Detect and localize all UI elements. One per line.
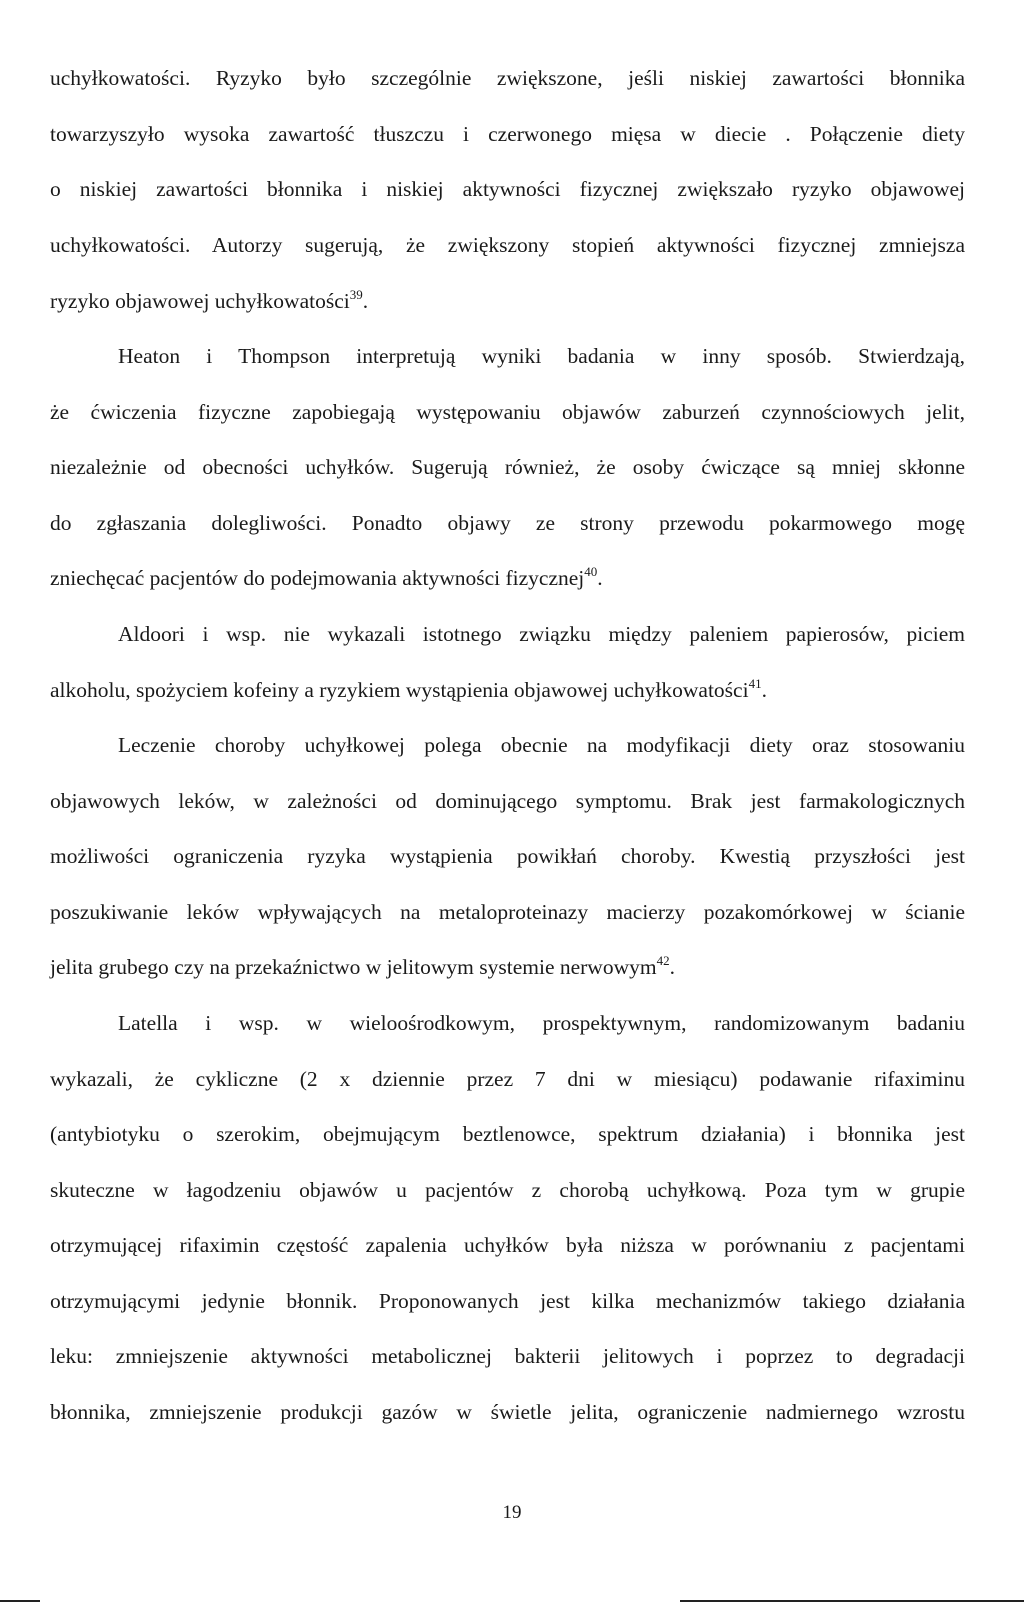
- text-line: poszukiwanie leków wpływających na metaloproteinazy macierzy pozakomórkowej w ścianie: [50, 900, 965, 924]
- line-end: .: [362, 289, 369, 313]
- text-line: towarzyszyło wysoka zawartość tłuszczu i czerwonego mięsa w diecie . Połączenie diety: [50, 122, 965, 146]
- text-line: że ćwiczenia fizyczne zapobiegają występowaniu objawów zaburzeń czynnościowych jelit,: [50, 400, 965, 424]
- line-text: alkoholu, spożyciem kofeiny a ryzykiem wystąpienia objawowej uchyłkowatości: [50, 678, 749, 702]
- text-line: [50, 676, 965, 704]
- footnote-ref: 41: [748, 676, 762, 691]
- footnote-ref: 42: [656, 953, 670, 968]
- line-text: jelita grubego czy na przekaźnictwo w jelitowym systemie nerwowym: [50, 955, 657, 979]
- text-line: uchyłkowatości. Autorzy sugerują, że zwiększony stopień aktywności fizycznej zmniejsza: [50, 233, 965, 257]
- text-line: możliwości ograniczenia ryzyka wystąpienia powikłań choroby. Kwestią przyszłości jest: [50, 844, 965, 868]
- text-line: otrzymującymi jedynie błonnik. Proponowanych jest kilka mechanizmów takiego działania: [50, 1289, 965, 1313]
- text-line: Latella i wsp. w wieloośrodkowym, prospektywnym, randomizowanym badaniu: [118, 1011, 965, 1035]
- line-end: .: [669, 955, 675, 979]
- text-line: skuteczne w łagodzeniu objawów u pacjentów z chorobą uchyłkową. Poza tym w grupie: [50, 1178, 965, 1202]
- text-line: o niskiej zawartości błonnika i niskiej aktywności fizycznej zwiększało ryzyko objawowej: [50, 177, 965, 201]
- text-line: Heaton i Thompson interpretują wyniki badania w inny sposób. Stwierdzają,: [118, 344, 965, 368]
- footer-rule: [680, 1600, 1024, 1602]
- line-end: .: [761, 678, 767, 702]
- line-text: zniechęcać pacjentów do podejmowania aktywności fizycznej: [50, 566, 585, 590]
- text-line: wykazali, że cykliczne (2 x dziennie przez 7 dni w miesiącu) podawanie rifaximinu: [50, 1067, 965, 1091]
- text-line: leku: zmniejszenie aktywności metabolicznej bakterii jelitowych i poprzez to degradacji: [50, 1344, 965, 1368]
- line-text: ryzyko objawowej uchyłkowatości: [50, 289, 350, 313]
- text-line: otrzymującej rifaximin częstość zapalenia uchyłków była niższa w porównaniu z pacjentami: [50, 1233, 965, 1257]
- text-line: Leczenie choroby uchyłkowej polega obecnie na modyfikacji diety oraz stosowaniu: [118, 733, 965, 757]
- text-line: [50, 564, 965, 592]
- text-line: do zgłaszania dolegliwości. Ponadto objawy ze strony przewodu pokarmowego mogę: [50, 511, 965, 535]
- footnote-ref: 40: [584, 564, 598, 579]
- text-line: [50, 953, 965, 981]
- text-line: błonnika, zmniejszenie produkcji gazów w świetle jelita, ograniczenie nadmiernego wzrostu: [50, 1400, 965, 1424]
- text-line: uchyłkowatości. Ryzyko było szczególnie zwiększone, jeśli niskiej zawartości błonnika: [50, 66, 965, 90]
- page-number: 19: [502, 1502, 522, 1523]
- footer-rule: [0, 1600, 40, 1602]
- footnote-ref: 39: [349, 287, 363, 302]
- text-line: (antybiotyku o szerokim, obejmującym beztlenowce, spektrum działania) i błonnika jest: [50, 1122, 965, 1146]
- text-line: [50, 287, 965, 315]
- text-line: niezależnie od obecności uchyłków. Sugerują również, że osoby ćwiczące są mniej skłonne: [50, 455, 965, 479]
- line-end: .: [597, 566, 603, 590]
- text-line: objawowych leków, w zależności od dominującego symptomu. Brak jest farmakologicznych: [50, 789, 965, 813]
- text-line: Aldoori i wsp. nie wykazali istotnego związku między paleniem papierosów, piciem: [118, 622, 965, 646]
